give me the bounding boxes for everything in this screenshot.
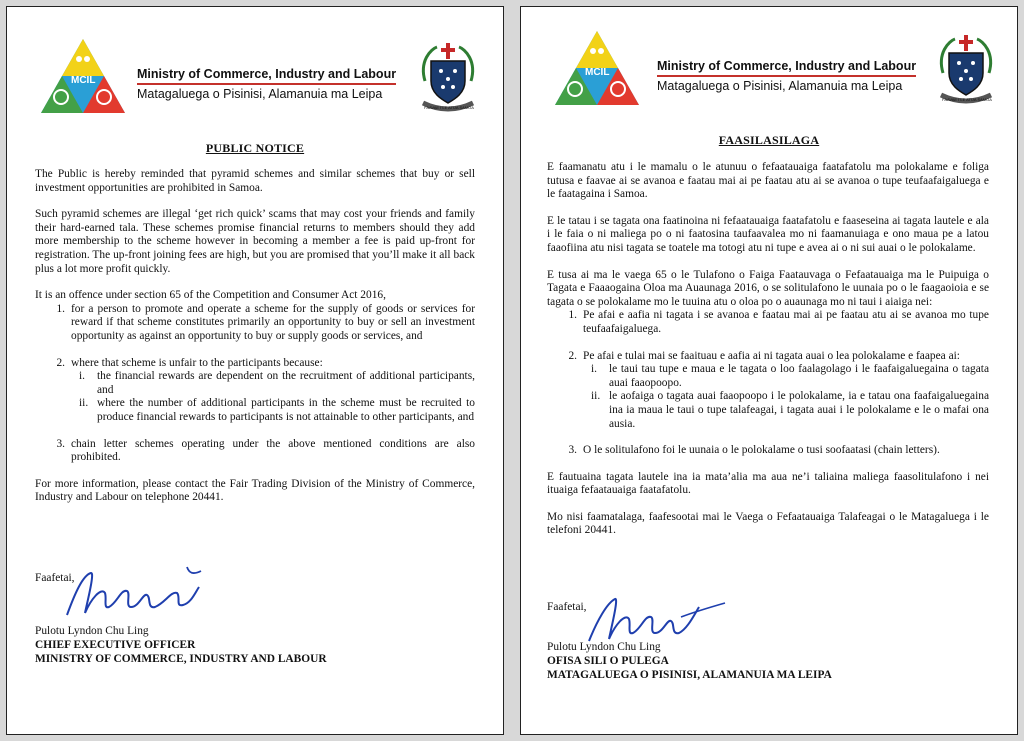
sub-list-number: ii. [79,397,89,410]
ministry-name-english: Ministry of Commerce, Industry and Labour [137,67,397,81]
paragraph-5: Mo nisi faamatalaga, faafesootai mai le Vaega o Fefaatauaiga Talafeagai o le Matagaluega i le telefoni 20441. [547,510,989,537]
sub-list-number: ii. [591,390,601,403]
list-number: 1. [56,302,65,315]
ministry-name-english: Ministry of Commerce, Industry and Labour [657,59,917,73]
signature [581,587,731,647]
letterhead [521,7,1017,127]
list-item [555,444,989,458]
signatory-position: OFISA SILI O PULEGA [547,655,669,667]
list-number: 3. [56,437,65,450]
closing: Faafetai, [35,572,75,584]
samoa-crest [417,41,479,113]
list-number: 2. [56,356,65,369]
signatory-organisation: MINISTRY OF COMMERCE, INDUSTRY AND LABOUR [35,653,327,665]
paragraph-2: E le tatau i se tagata ona faatinoina ni fefaatauaiga faatafatolu e faaseseina ai tagata lautele e ala i le faia o ni maliega po o ni faatosina taufaavalea mo ni faamanuiaga e ono maua pe a latou faaofiina atu nisi tagata se toatele ma totogi atu ni tupe e avea ai o ni sui auai o le polokalame. [547,214,989,254]
sub-list-item [569,363,989,390]
list-text: Pe afai e aafia ni tagata i se avanoa e faatau mai ai pe faatau atu ai se avanoa mo tupe teufaafaigaluega. [583,309,989,335]
paragraph-3: E tusa ai ma le vaega 65 o le Tulafono o Faiga Faatauvaga o Fefaatauaiga ma le Puipuiga o Tagata e Faaaogaina Oloa ma Auaunaga 2016, o se solitulafono le uunaia po o le faagaoioia e se tagata o se polokalame mo le tuuina atu o oloa po o auaunaga mo ni taui i aiaiga nei: [547,268,989,308]
ministry-name [137,67,396,101]
list-number: 3. [568,444,577,457]
ministry-name [657,59,916,93]
sub-list-item [57,370,475,397]
ministry-name-samoan: Matagaluega o Pisinisi, Alamanuia ma Leipa [137,87,383,101]
logo-text: MCIL [71,75,96,86]
paragraph-1: E faamanatu atu i le mamalu o le atunuu o fefaatauaiga faatafatolu ma polokalame e foliga tutusa e faavae ai se avanoa e faatau mai ai pe faatau atu ai se avanoa o tupe teufaafaigaluega e le faatagaina i Samoa. [547,161,989,201]
ministry-name-samoan: Matagaluega o Pisinisi, Alamanuia ma Leipa [657,79,903,93]
offence-list [555,309,989,457]
notice-body [547,161,989,538]
crest-motto: FAAVAE I LE ATUA SAMOA [424,105,474,110]
paragraph-1: The Public is hereby reminded that pyramid schemes and similar schemes that buy or sell investment opportunities are prohibited in Samoa. [35,168,475,194]
signature [61,563,211,623]
notice-body [35,168,475,505]
list-text: where that scheme is unfair to the participants because: [71,356,323,369]
paragraph-3: It is an offence under section 65 of the Competition and Consumer Act 2016, [35,289,386,302]
sub-list-item [57,397,475,424]
signatory-name: Pulotu Lyndon Chu Ling [35,625,149,637]
sub-list-number: i. [591,363,598,376]
list-item [43,438,475,465]
samoa-crest [935,33,997,105]
sub-list-number: i. [79,370,86,383]
list-item [555,350,989,364]
samoan-notice-page [520,6,1018,735]
letterhead [7,7,503,127]
list-text: chain letter schemes operating under the above mentioned conditions are also prohibited. [71,437,475,464]
sub-list-item [569,390,989,431]
red-rule [657,75,916,77]
sub-list-text: le aofaiga o tagata auai faaopoopo i le polokalame, ia e tatau ona faafaigaluegaina ina ia maua le taui o tupe talafeagai, i tagata auai i le polokalame e le o mafai ona ausia. [609,390,989,430]
list-item [43,357,475,371]
signatory-position: CHIEF EXECUTIVE OFFICER [35,639,196,651]
list-item [43,303,475,344]
list-item [555,309,989,336]
sub-list-text: le taui tau tupe e maua e le tagata o loo faalagolago i le faafaigaluegaina o tagata auai faaopoopo. [609,363,989,389]
list-number: 2. [568,349,577,362]
notice-title: FAASILASILAGA [718,133,820,147]
list-text: O le solitulafono foi le uunaia o le polokalame o tusi soofaatasi (chain letters). [583,444,940,457]
list-number: 1. [568,309,577,322]
list-text: Pe afai e tulai mai se faaituau e aafia ai ni tagata auai o lea polokalame e faapea ai: [583,349,960,362]
sub-list-text: the financial rewards are dependent on the recruitment of additional participants, and [97,370,475,396]
paragraph-4: For more information, please contact the Fair Trading Division of the Ministry of Commerce, Industry and Labour on telephone 20441. [35,477,475,504]
crest-motto: FAAVAE I LE ATUA SAMOA [942,97,992,102]
sub-list-text: where the number of additional participants in the scheme must be recruited to produce financial rewards to participants is not attainable to other participants, and [97,397,475,423]
logo-text: MCIL [585,67,610,78]
offence-list [43,303,475,465]
notice-title: PUBLIC NOTICE [205,141,305,155]
list-text: for a person to promote and operate a scheme for the supply of goods or services for reward if that scheme constitutes primarily an opportunity to buy or sell an investment opportunity as against an opportunity to buy or supply goods or services, and [71,302,475,342]
signatory-name: Pulotu Lyndon Chu Ling [547,641,661,653]
paragraph-2: Such pyramid schemes are illegal ‘get rich quick’ scams that may cost your friends and family their hard-earned tala. These schemes promise financial returns to members should they add more membership to the scheme however in becoming a member a fee is paid up-front for registration. The up-front joining fees are high, but you are promised that you’ll make it all back plus a lot more profit quickly. [35,208,475,275]
signatory-organisation: MATAGALUEGA O PISINISI, ALAMANUIA MA LEIPA [547,669,832,681]
red-rule [137,83,396,85]
closing: Faafetai, [547,601,587,613]
paragraph-4: E fautuaina tagata lautele ina ia mata’alia ma aua ne’i taliaina maliega faasolitulafono i nei ituaiga fefaatauaiga faatafatolu. [547,470,989,497]
english-notice-page [6,6,504,735]
